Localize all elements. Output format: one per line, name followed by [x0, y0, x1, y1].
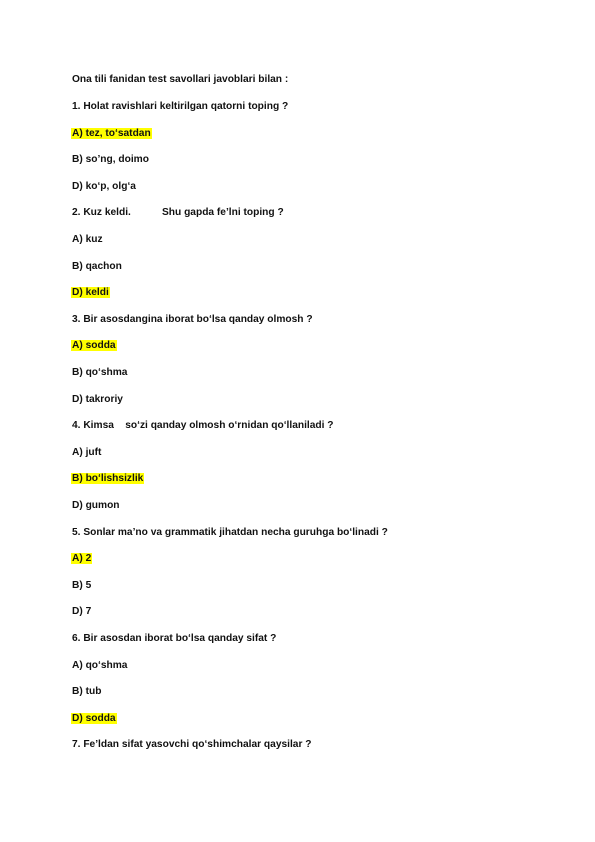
answer-text: D) gumon	[72, 500, 120, 511]
question-line	[72, 526, 388, 539]
answer-text: A) juft	[72, 446, 102, 458]
answer-text: D) ko‘p, olg‘a	[72, 180, 136, 192]
question-line	[72, 313, 313, 326]
document-title: Ona tili fanidan test savollari javoblari bilan :	[72, 74, 289, 85]
answer-option	[72, 712, 117, 725]
answer-option	[72, 472, 144, 485]
correct-answer-text: B) bo‘lishsizlik	[72, 473, 144, 485]
answer-option	[72, 685, 101, 698]
answer-option	[72, 127, 152, 140]
answer-text: A) kuz	[72, 234, 103, 245]
answer-option	[72, 552, 92, 565]
question-text: 3. Bir asosdangina iborat bo‘lsa qanday olmosh ?	[72, 313, 313, 325]
correct-answer-text: A) 2	[72, 553, 92, 565]
answer-option	[72, 579, 91, 592]
answer-text: B) qachon	[72, 260, 122, 272]
question-text: 4. Kimsa so‘zi qanday olmosh o‘rnidan qo‘llaniladi ?	[72, 420, 334, 432]
answer-text: D) 7	[72, 606, 92, 618]
answer-option	[72, 339, 117, 352]
answer-option	[72, 605, 91, 618]
answer-option	[72, 446, 101, 459]
answer-text: A) qo‘shma	[72, 659, 128, 671]
answer-option	[72, 366, 127, 379]
question-text: 2. Kuz keldi. Shu gapda fe’lni toping ?	[72, 207, 284, 219]
correct-answer-text: D) keldi	[72, 287, 109, 299]
answer-option	[72, 233, 103, 246]
correct-answer-text: A) tez, to‘satdan	[72, 127, 151, 139]
answer-text: B) qo‘shma	[72, 367, 128, 378]
question-text: 1. Holat ravishlari keltirilgan qatorni toping ?	[72, 101, 289, 112]
question-line	[72, 100, 288, 113]
correct-answer-text: A) sodda	[72, 340, 116, 352]
correct-answer-text: D) sodda	[72, 712, 116, 724]
answer-option	[72, 393, 123, 406]
answer-option	[72, 260, 122, 273]
answer-option	[72, 499, 120, 512]
question-text: 6. Bir asosdan iborat bo‘lsa qanday sifat ?	[72, 633, 277, 644]
question-line	[72, 738, 312, 751]
question-line	[72, 419, 334, 432]
answer-text: B) tub	[72, 686, 102, 698]
answer-option	[72, 180, 136, 193]
answer-text: D) takroriy	[72, 393, 123, 405]
question-text: 7. Fe’ldan sifat yasovchi qo‘shimchalar qaysilar ?	[72, 739, 312, 751]
question-line	[72, 206, 284, 219]
answer-option	[72, 659, 127, 672]
answer-option	[72, 153, 149, 166]
question-line	[72, 632, 276, 645]
answer-option	[72, 286, 110, 299]
answer-text: B) so’ng, doimo	[72, 154, 149, 166]
answer-text: B) 5	[72, 579, 92, 591]
question-text: 5. Sonlar ma’no va grammatik jihatdan necha guruhga bo‘linadi ?	[72, 526, 388, 538]
